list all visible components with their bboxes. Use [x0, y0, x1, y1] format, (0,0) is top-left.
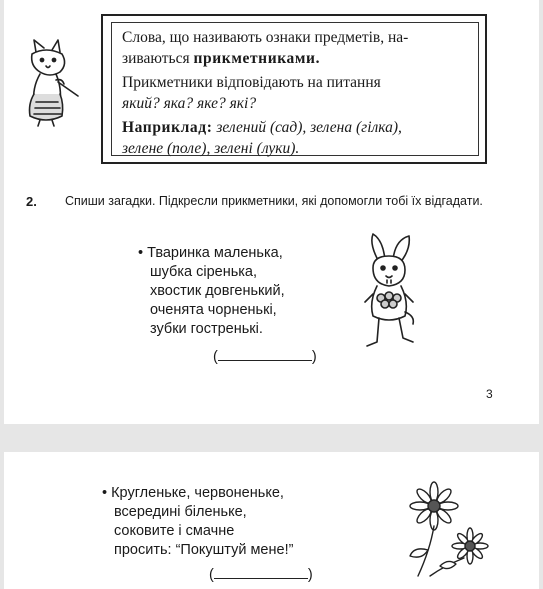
answer-field-1[interactable] [213, 348, 317, 365]
riddle-2-line-4: просить: “Покуштуй мене!” [114, 542, 294, 558]
flowers-icon [400, 480, 492, 580]
workbook-page-3 [4, 0, 539, 424]
riddle-1 [138, 244, 285, 339]
bunny-icon [359, 232, 421, 352]
rule-line-4 [122, 94, 470, 115]
answer-open: ( [213, 349, 218, 365]
rule-line-1: Слова, що називають ознаки предметів, на- [122, 29, 409, 46]
example-text-2: зелене (поле), зелені (луки). [122, 139, 300, 157]
answer-close: ) [307, 567, 313, 583]
bullet: • [138, 245, 144, 261]
riddle-2-line-2: всередині біленьке, [114, 504, 247, 520]
bullet: • [102, 485, 108, 501]
rule-questions: який? яка? яке? які? [122, 94, 257, 112]
task-instruction [47, 194, 507, 208]
task-number: 2. [26, 194, 37, 209]
rule-line-2 [122, 49, 470, 70]
riddle-1-line-4: оченята чорненькі, [150, 302, 277, 318]
fox-teacher-icon [22, 38, 84, 128]
riddle-2 [102, 484, 293, 560]
rule-example-2 [122, 139, 470, 160]
riddle-1-line-1 [138, 244, 285, 263]
rule-text [111, 22, 479, 156]
page-number: 3 [486, 387, 493, 401]
example-text-1: зелений (сад), зелена (гілка), [212, 119, 402, 136]
riddle-2-line-3: соковите і смачне [114, 523, 235, 539]
riddle-2-line-1 [102, 484, 293, 503]
answer-close: ) [311, 349, 317, 365]
answer-field-2[interactable] [209, 566, 313, 583]
rule-line-3: Прикметники відповідають на питання [122, 74, 381, 91]
rule-line-2-start: зиваються [122, 49, 194, 67]
riddle-line: Тваринка маленька, [147, 245, 283, 261]
answer-blank[interactable] [218, 348, 312, 361]
rule-box [101, 14, 487, 164]
answer-blank[interactable] [214, 566, 308, 579]
task-instruction-verb: Спиши [65, 194, 105, 208]
example-label: Наприклад: [122, 119, 213, 136]
riddle-1-line-5: зубки гостренькі. [150, 321, 263, 337]
answer-open: ( [209, 567, 214, 583]
task-instruction-rest: загадки. Підкресли прикметники, які допомогли тобі їх відгадати. [108, 194, 483, 208]
riddle-1-line-2: шубка сіренька, [150, 264, 258, 280]
riddle-1-line-3: хвостик довгенький, [150, 283, 285, 299]
rule-example [122, 118, 470, 139]
riddle-line: Кругленьке, червоненьке, [111, 485, 284, 501]
rule-term: прикметниками. [193, 49, 321, 67]
